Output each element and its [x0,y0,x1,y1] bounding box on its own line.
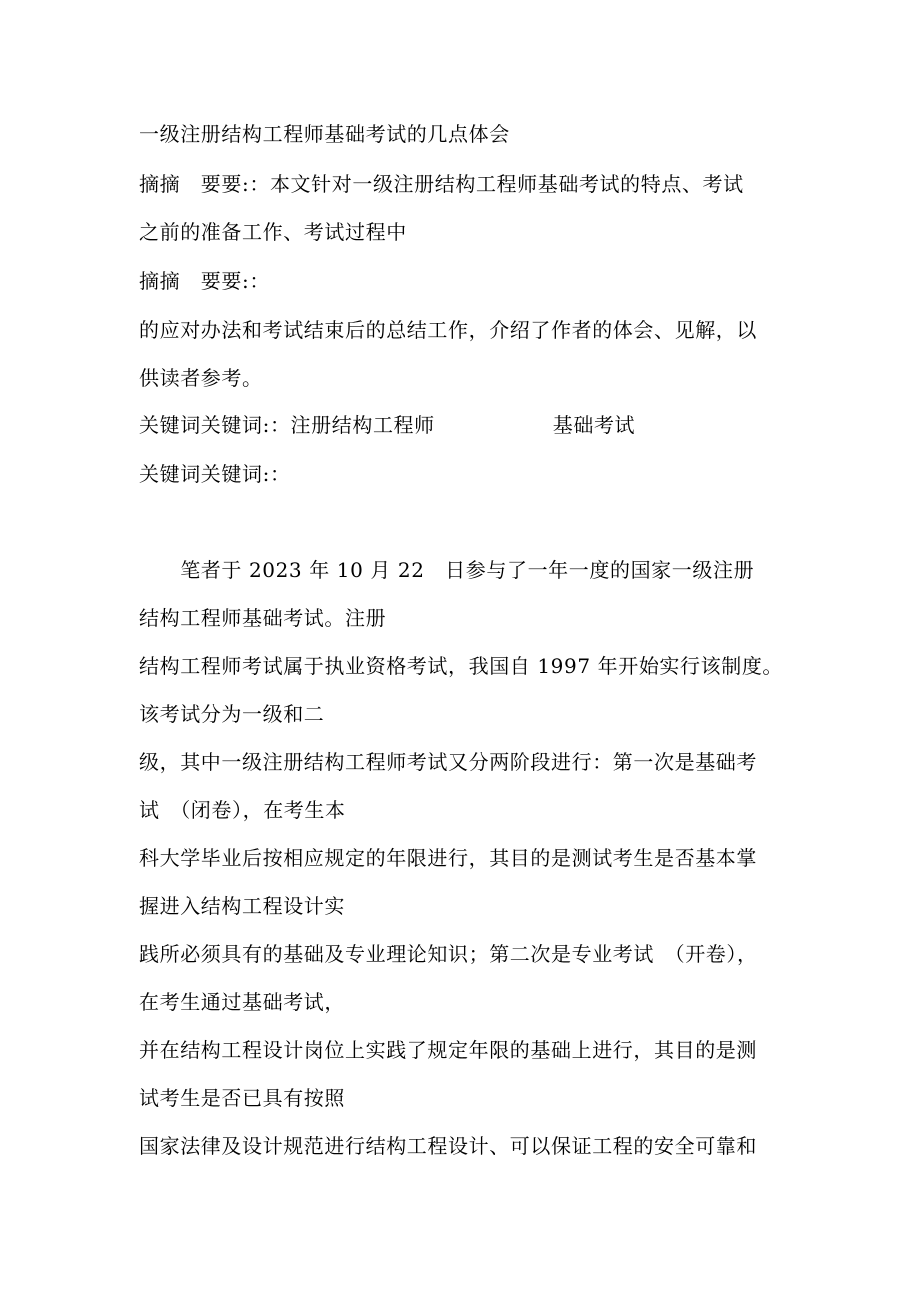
keywords-prefix: 关键词关键词:：注册结构工程师 [139,413,435,437]
body-line: 国家法律及设计规范进行结构工程设计、可以保证工程的安全可靠和 [139,1134,757,1158]
abstract-label: 摘摘 要要:： [139,269,270,293]
body-line: 级，其中一级注册结构工程师考试又分两阶段进行：第一次是基础考 [139,750,757,774]
body-line: 科大学毕业后按相应规定的年限进行，其目的是测试考生是否基本掌 [139,846,757,870]
body-line: 结构工程师基础考试。注册 [139,606,387,630]
abstract-line: 的应对办法和考试结束后的总结工作，介绍了作者的体会、见解，以 [139,318,757,342]
keywords-label: 关键词关键词:： [139,462,291,486]
body-line: 试考生是否已具有按照 [139,1086,345,1110]
abstract-line: 之前的准备工作、考试过程中 [139,220,407,244]
body-line: 践所必须具有的基础及专业理论知识；第二次是专业考试 （开卷）， [139,942,758,966]
article-title: 一级注册结构工程师基础考试的几点体会 [139,122,510,146]
body-line: 试 （闭卷），在考生本 [139,798,346,822]
body-line: 笔者于 2023 年 10 月 22 日参与了一年一度的国家一级注册 [139,558,755,582]
keyword-term: 基础考试 [552,413,636,437]
body-line: 结构工程师考试属于执业资格考试，我国自 1997 年开始实行该制度。 [139,654,784,678]
body-line: 并在结构工程设计岗位上实践了规定年限的基础上进行，其目的是测 [139,1038,757,1062]
keywords-line [139,412,635,438]
body-line: 该考试分为一级和二 [139,702,325,726]
body-line: 在考生通过基础考试， [139,990,345,1014]
abstract-line: 摘摘 要要:：本文针对一级注册结构工程师基础考试的特点、考试 [139,172,744,196]
abstract-line: 供读者参考。 [139,366,263,390]
body-line: 握进入结构工程设计实 [139,894,345,918]
